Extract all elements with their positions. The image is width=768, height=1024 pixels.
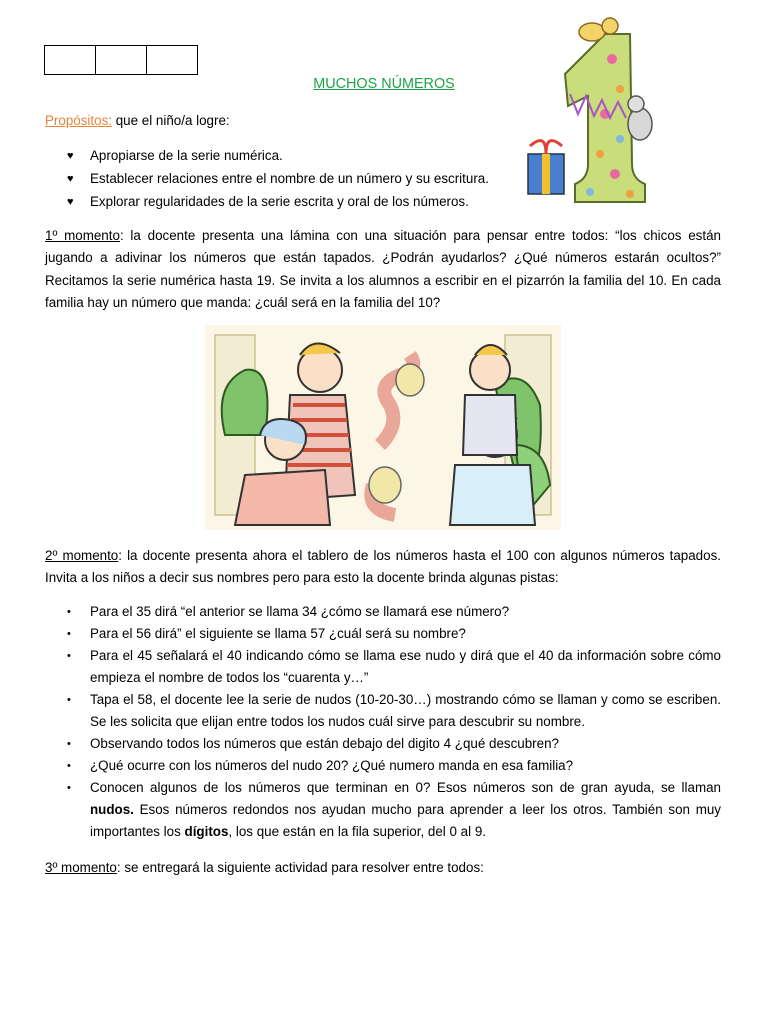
list-item: • Para el 45 señalará el 40 indicando cómo se llama ese nudo y dirá que el 40 da información sobre cómo empieza el nombre de todos los “cuarenta y…” <box>67 645 721 689</box>
purpose-intro: que el niño/a logre: <box>112 113 230 128</box>
bullet-icon: • <box>67 628 71 640</box>
moment2-text: : la docente presenta ahora el tablero de los números hasta el 100 con algunos números tapados. Invita a los niños a decir sus nombres pero para esto la docente brinda algunas pistas: <box>45 548 721 586</box>
moment3-label: 3º momento <box>45 860 117 875</box>
list-item: ♥ Establecer relaciones entre el nombre de un número y su escritura. <box>67 169 527 192</box>
purpose-list <box>67 146 527 215</box>
bullet-icon: • <box>67 738 71 750</box>
term-digitos: dígitos <box>184 824 229 839</box>
list-item: • Tapa el 58, el docente lee la serie de nudos (10-20-30…) mostrando cómo se llaman y como se escriben. Se les solicita que elijan entre todos los nudos cuál sirve para descubrir su nombre. <box>67 689 721 733</box>
box-cell <box>146 45 198 75</box>
moment1-text: : la docente presenta una lámina con una situación para pensar entre todos: “los chicos están jugando a adivinar los números que están tapados. ¿Podrán ayudarlos? ¿Qué números estarán ocultos?” Recitamos la serie numérica hasta 19. Se invita a los alumnos a escribir en el pizarrón la familia del 10. En cada familia hay un número que manda: ¿cuál será en la familia del 10? <box>45 228 721 311</box>
name-boxes <box>45 45 198 75</box>
list-item: ♥ Apropiarse de la serie numérica. <box>67 146 527 169</box>
list-item: ♥ Explorar regularidades de la serie escrita y oral de los números. <box>67 192 527 215</box>
heart-icon: ♥ <box>67 150 74 162</box>
purpose-label: Propósitos: <box>45 113 112 128</box>
clues-list <box>67 601 721 843</box>
number-one-illustration <box>520 14 660 210</box>
box-cell <box>44 45 96 75</box>
moment1-label: 1º momento <box>45 228 120 243</box>
bullet-icon: • <box>67 606 71 618</box>
list-item: • Para el 56 dirá” el siguiente se llama 57 ¿cuál será su nombre? <box>67 623 721 645</box>
children-game-illustration <box>205 325 561 530</box>
list-item: • ¿Qué ocurre con los números del nudo 20? ¿Qué numero manda en esa familia? <box>67 755 721 777</box>
bullet-icon: • <box>67 694 71 706</box>
bullet-icon: • <box>67 650 71 662</box>
moment3-text: : se entregará la siguiente actividad para resolver entre todos: <box>116 860 484 875</box>
moment2-paragraph <box>45 545 721 590</box>
box-cell <box>95 45 147 75</box>
list-item: • Conocen algunos de los números que terminan en 0? Esos números son de gran ayuda, se llaman nudos. Esos números redondos nos ayudan mucho para aprender a leer los otros. También son muy importantes los dígitos, los que están en la fila superior, del 0 al 9. <box>67 777 721 843</box>
list-item: • Para el 35 dirá “el anterior se llama 34 ¿cómo se llamará ese número? <box>67 601 721 623</box>
moment2-label: 2º momento <box>45 548 119 563</box>
heart-icon: ♥ <box>67 196 74 208</box>
moment1-paragraph <box>45 225 721 315</box>
moment3-paragraph <box>45 857 721 879</box>
purpose-line <box>45 113 230 128</box>
term-nudos: nudos. <box>90 802 134 817</box>
heart-icon: ♥ <box>67 173 74 185</box>
list-item: • Observando todos los números que están debajo del digito 4 ¿qué descubren? <box>67 733 721 755</box>
bullet-icon: • <box>67 782 71 794</box>
bullet-icon: • <box>67 760 71 772</box>
page-title: MUCHOS NÚMEROS <box>313 76 455 92</box>
